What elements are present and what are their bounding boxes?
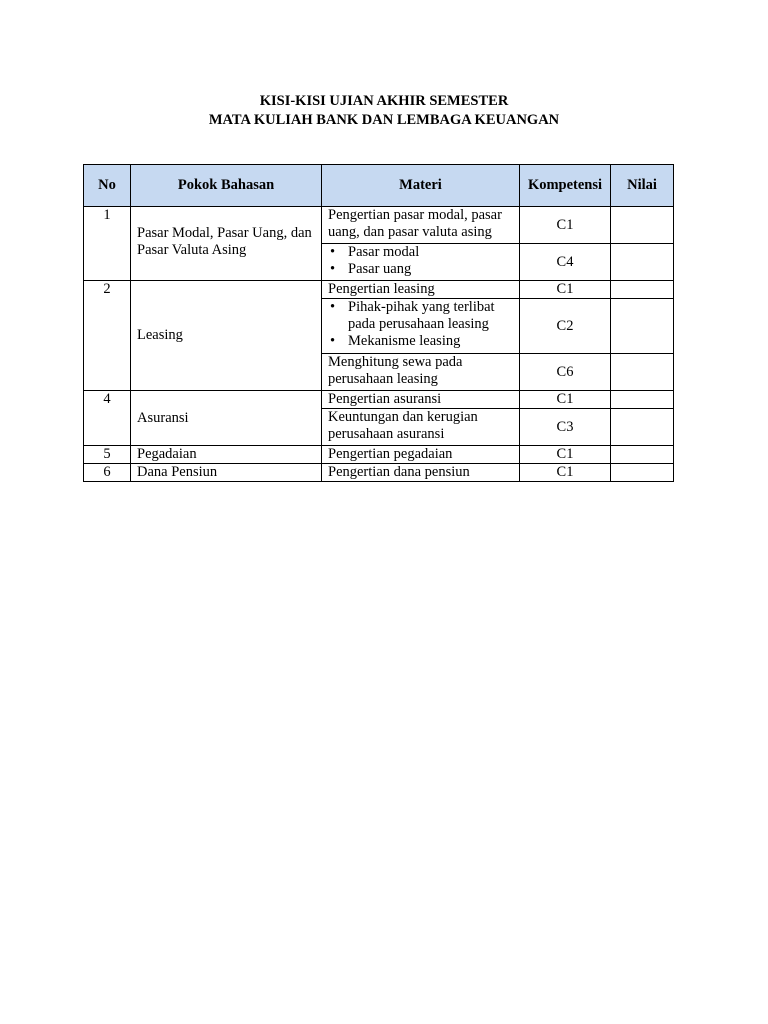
cell-materi: Pengertian pegadaian [322, 446, 520, 464]
cell-materi: Pengertian dana pensiun [322, 464, 520, 482]
table-row [84, 464, 674, 482]
column-header-nilai: Nilai [611, 165, 674, 207]
cell-nilai [611, 244, 674, 281]
table-row [84, 391, 674, 409]
cell-kompetensi: C1 [520, 464, 611, 482]
cell-pokok-bahasan: Dana Pensiun [131, 464, 322, 482]
cell-materi: Menghitung sewa pada perusahaan leasing [322, 354, 520, 391]
cell-kompetensi: C2 [520, 299, 611, 354]
cell-kompetensi: C1 [520, 207, 611, 244]
cell-pokok-bahasan: Leasing [131, 281, 322, 391]
cell-pokok-bahasan: Pegadaian [131, 446, 322, 464]
cell-no: 1 [84, 207, 131, 281]
cell-materi: Pengertian asuransi [322, 391, 520, 409]
column-header-materi: Materi [322, 165, 520, 207]
cell-nilai [611, 281, 674, 299]
bullet-item: • Pasar modal [328, 244, 513, 261]
kisi-kisi-table [83, 164, 674, 482]
document-subtitle: MATA KULIAH BANK DAN LEMBAGA KEUANGAN [208, 112, 560, 128]
cell-materi: Pengertian leasing [322, 281, 520, 299]
cell-materi: Pengertian pasar modal, pasar uang, dan pasar valuta asing [322, 207, 520, 244]
cell-nilai [611, 354, 674, 391]
bullet-item: • Mekanisme leasing [328, 333, 513, 350]
cell-nilai [611, 391, 674, 409]
column-header-no: No [84, 165, 131, 207]
cell-nilai [611, 464, 674, 482]
table-row [84, 207, 674, 244]
cell-kompetensi: C1 [520, 391, 611, 409]
cell-nilai [611, 207, 674, 244]
pokok-text: Pasar Modal, Pasar Uang, dan Pasar Valuta Asing [137, 225, 312, 258]
cell-kompetensi: C1 [520, 281, 611, 299]
column-header-kompetensi: Kompetensi [520, 165, 611, 207]
bullet-item: • Pihak-pihak yang terlibat pada perusahaan leasing [328, 299, 513, 333]
table-row [84, 446, 674, 464]
cell-pokok-bahasan: Asuransi [131, 391, 322, 446]
cell-nilai [611, 409, 674, 446]
bullet-item: • Pasar uang [328, 261, 513, 278]
table-row [84, 281, 674, 299]
column-header-pokok-bahasan: Pokok Bahasan [131, 165, 322, 207]
cell-no: 4 [84, 391, 131, 446]
materi-bullet-list [328, 244, 513, 278]
cell-nilai [611, 299, 674, 354]
cell-kompetensi: C4 [520, 244, 611, 281]
table-header-row [84, 165, 674, 207]
cell-kompetensi: C1 [520, 446, 611, 464]
cell-no: 2 [84, 281, 131, 391]
cell-nilai [611, 446, 674, 464]
document-title: KISI-KISI UJIAN AKHIR SEMESTER [259, 93, 509, 109]
cell-materi [322, 299, 520, 354]
cell-kompetensi: C6 [520, 354, 611, 391]
cell-pokok-bahasan [131, 207, 322, 281]
cell-kompetensi: C3 [520, 409, 611, 446]
cell-materi [322, 244, 520, 281]
materi-bullet-list [328, 299, 513, 350]
cell-no: 5 [84, 446, 131, 464]
cell-no: 6 [84, 464, 131, 482]
cell-materi: Keuntungan dan kerugian perusahaan asuransi [322, 409, 520, 446]
